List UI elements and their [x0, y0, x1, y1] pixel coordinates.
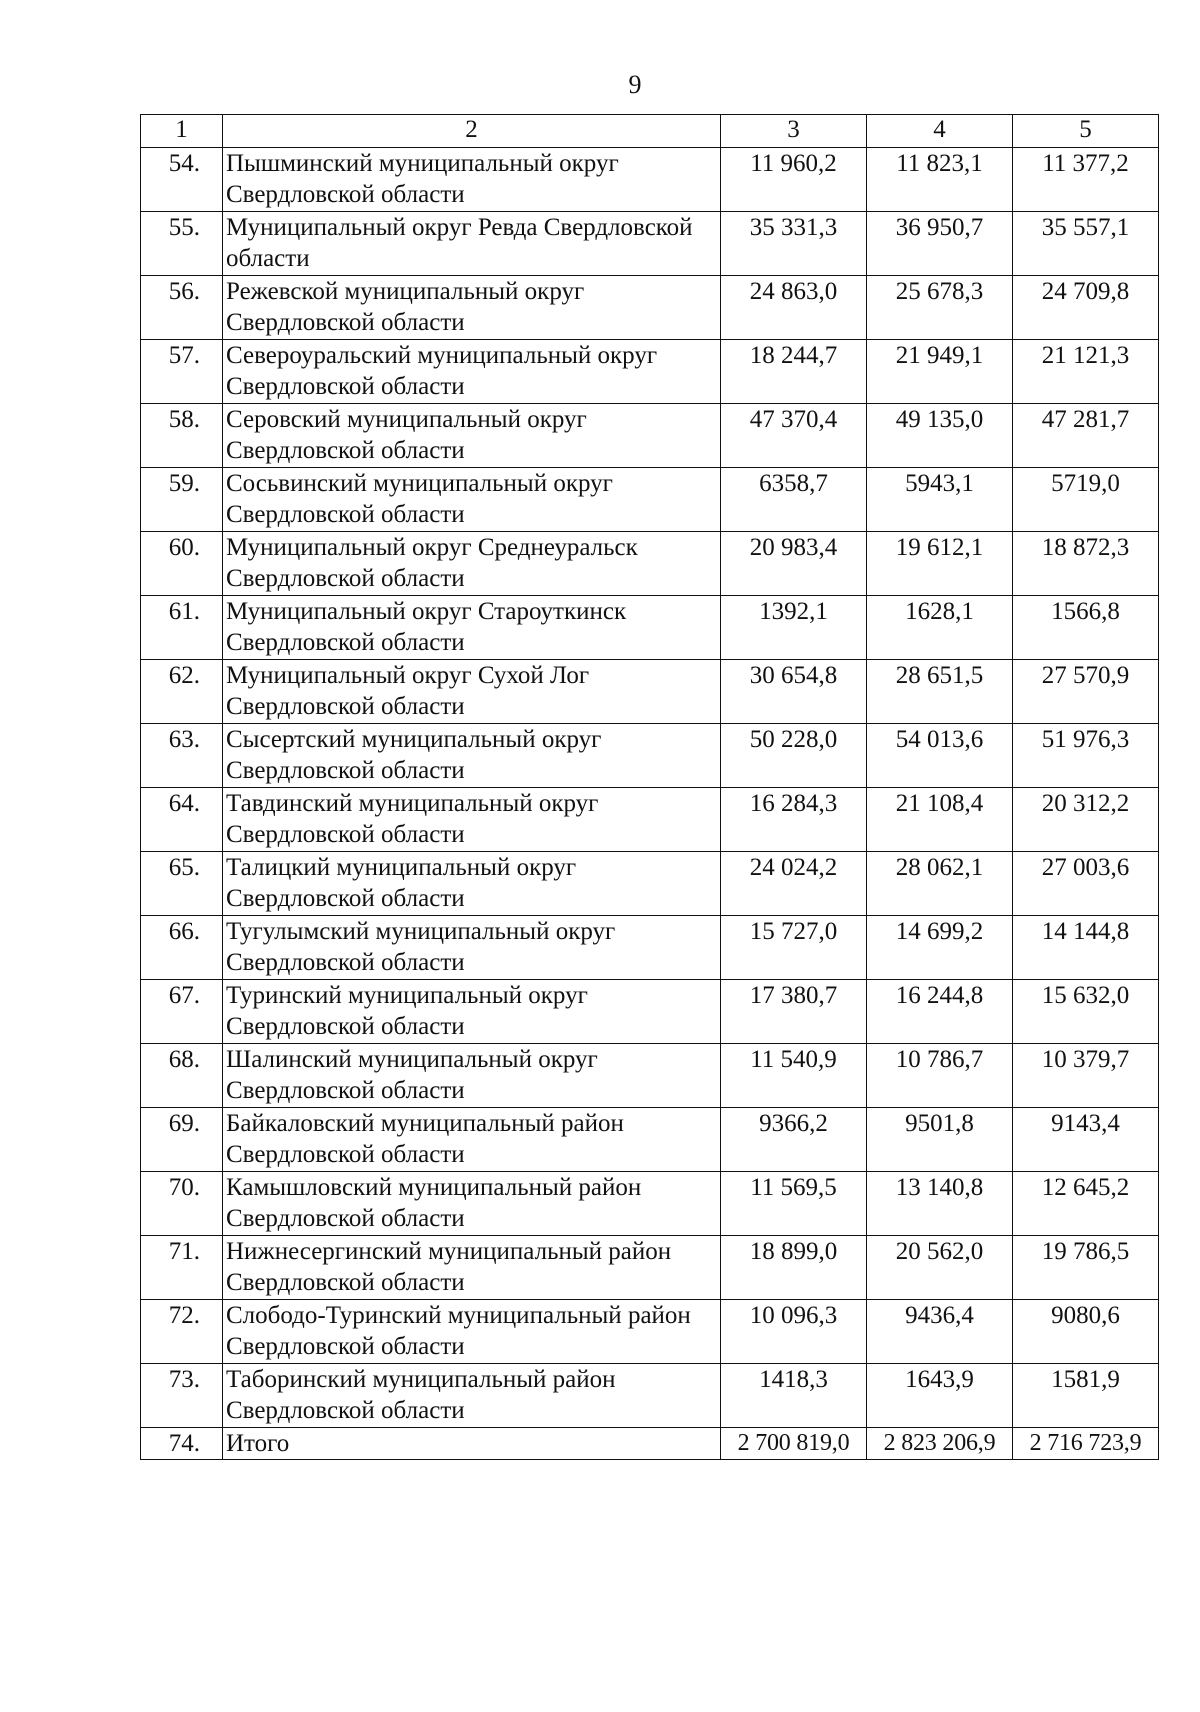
value-col-5: 10 379,7 — [1013, 1044, 1159, 1108]
total-label: Итого — [223, 1428, 721, 1460]
value-col-3: 24 863,0 — [721, 276, 867, 340]
table-row — [141, 596, 1159, 660]
value-col-3: 20 983,4 — [721, 532, 867, 596]
table-row — [141, 404, 1159, 468]
municipality-name: Тугулымский муниципальный округ Свердловской области — [223, 916, 721, 980]
table-row — [141, 660, 1159, 724]
table-row — [141, 340, 1159, 404]
table-row — [141, 1044, 1159, 1108]
value-col-3: 24 024,2 — [721, 852, 867, 916]
value-col-3: 30 654,8 — [721, 660, 867, 724]
value-col-5: 1581,9 — [1013, 1364, 1159, 1428]
value-col-4: 13 140,8 — [867, 1172, 1013, 1236]
table-row — [141, 916, 1159, 980]
table-row — [141, 532, 1159, 596]
municipality-name: Сысертский муниципальный округ Свердловской области — [223, 724, 721, 788]
total-col-4: 2 823 206,9 — [867, 1428, 1013, 1460]
municipality-name: Слободо-Туринский муниципальный район Свердловской области — [223, 1300, 721, 1364]
row-number: 63. — [141, 724, 223, 788]
header-row — [141, 115, 1159, 148]
row-number: 71. — [141, 1236, 223, 1300]
municipality-name: Муниципальный округ Ревда Свердловской области — [223, 212, 721, 276]
municipality-name: Североуральский муниципальный округ Свердловской области — [223, 340, 721, 404]
value-col-4: 1643,9 — [867, 1364, 1013, 1428]
table-row — [141, 1300, 1159, 1364]
row-number: 72. — [141, 1300, 223, 1364]
budget-table — [140, 114, 1159, 1460]
page-number: 9 — [628, 70, 642, 99]
value-col-5: 1566,8 — [1013, 596, 1159, 660]
municipality-name: Таборинский муниципальный район Свердловской области — [223, 1364, 721, 1428]
row-number: 59. — [141, 468, 223, 532]
table-row — [141, 1236, 1159, 1300]
row-number: 66. — [141, 916, 223, 980]
value-col-5: 15 632,0 — [1013, 980, 1159, 1044]
value-col-5: 11 377,2 — [1013, 148, 1159, 212]
value-col-5: 21 121,3 — [1013, 340, 1159, 404]
municipality-name: Талицкий муниципальный округ Свердловской области — [223, 852, 721, 916]
municipality-name: Байкаловский муниципальный район Свердловской области — [223, 1108, 721, 1172]
row-number: 55. — [141, 212, 223, 276]
value-col-4: 5943,1 — [867, 468, 1013, 532]
value-col-4: 9436,4 — [867, 1300, 1013, 1364]
table-row — [141, 980, 1159, 1044]
value-col-3: 16 284,3 — [721, 788, 867, 852]
municipality-name: Камышловский муниципальный район Свердловской области — [223, 1172, 721, 1236]
value-col-5: 47 281,7 — [1013, 404, 1159, 468]
municipality-name: Сосьвинский муниципальный округ Свердловской области — [223, 468, 721, 532]
municipality-name: Шалинский муниципальный округ Свердловской области — [223, 1044, 721, 1108]
municipality-name: Режевской муниципальный округ Свердловской области — [223, 276, 721, 340]
municipality-name: Муниципальный округ Среднеуральск Свердловской области — [223, 532, 721, 596]
value-col-5: 20 312,2 — [1013, 788, 1159, 852]
table-row — [141, 1364, 1159, 1428]
value-col-4: 11 823,1 — [867, 148, 1013, 212]
value-col-3: 17 380,7 — [721, 980, 867, 1044]
value-col-3: 11 540,9 — [721, 1044, 867, 1108]
value-col-5: 5719,0 — [1013, 468, 1159, 532]
row-number: 54. — [141, 148, 223, 212]
value-col-3: 6358,7 — [721, 468, 867, 532]
row-number: 56. — [141, 276, 223, 340]
header-col-2: 2 — [223, 115, 721, 148]
value-col-4: 28 651,5 — [867, 660, 1013, 724]
table-row — [141, 788, 1159, 852]
value-col-4: 36 950,7 — [867, 212, 1013, 276]
value-col-5: 9080,6 — [1013, 1300, 1159, 1364]
row-number: 65. — [141, 852, 223, 916]
value-col-3: 18 244,7 — [721, 340, 867, 404]
value-col-4: 21 108,4 — [867, 788, 1013, 852]
row-number: 60. — [141, 532, 223, 596]
value-col-4: 16 244,8 — [867, 980, 1013, 1044]
table-row — [141, 724, 1159, 788]
header-col-1: 1 — [141, 115, 223, 148]
municipality-name: Муниципальный округ Староуткинск Свердловской области — [223, 596, 721, 660]
row-number: 69. — [141, 1108, 223, 1172]
row-number: 74. — [141, 1428, 223, 1460]
value-col-3: 18 899,0 — [721, 1236, 867, 1300]
value-col-3: 9366,2 — [721, 1108, 867, 1172]
value-col-5: 51 976,3 — [1013, 724, 1159, 788]
value-col-5: 27 570,9 — [1013, 660, 1159, 724]
value-col-4: 21 949,1 — [867, 340, 1013, 404]
table-row — [141, 1172, 1159, 1236]
value-col-5: 18 872,3 — [1013, 532, 1159, 596]
row-number: 73. — [141, 1364, 223, 1428]
row-number: 57. — [141, 340, 223, 404]
row-number: 58. — [141, 404, 223, 468]
value-col-3: 50 228,0 — [721, 724, 867, 788]
value-col-3: 11 569,5 — [721, 1172, 867, 1236]
value-col-4: 9501,8 — [867, 1108, 1013, 1172]
total-col-3: 2 700 819,0 — [721, 1428, 867, 1460]
value-col-4: 10 786,7 — [867, 1044, 1013, 1108]
value-col-5: 19 786,5 — [1013, 1236, 1159, 1300]
value-col-4: 28 062,1 — [867, 852, 1013, 916]
value-col-4: 49 135,0 — [867, 404, 1013, 468]
row-number: 67. — [141, 980, 223, 1044]
value-col-3: 11 960,2 — [721, 148, 867, 212]
municipality-name: Нижнесергинский муниципальный район Свердловской области — [223, 1236, 721, 1300]
total-col-5: 2 716 723,9 — [1013, 1428, 1159, 1460]
value-col-3: 15 727,0 — [721, 916, 867, 980]
municipality-name: Тавдинский муниципальный округ Свердловской области — [223, 788, 721, 852]
municipality-name: Туринский муниципальный округ Свердловской области — [223, 980, 721, 1044]
row-number: 61. — [141, 596, 223, 660]
table-row — [141, 852, 1159, 916]
row-number: 64. — [141, 788, 223, 852]
value-col-5: 12 645,2 — [1013, 1172, 1159, 1236]
value-col-4: 19 612,1 — [867, 532, 1013, 596]
value-col-3: 10 096,3 — [721, 1300, 867, 1364]
value-col-4: 1628,1 — [867, 596, 1013, 660]
table-row — [141, 148, 1159, 212]
value-col-3: 47 370,4 — [721, 404, 867, 468]
value-col-3: 35 331,3 — [721, 212, 867, 276]
row-number: 68. — [141, 1044, 223, 1108]
municipality-name: Пышминский муниципальный округ Свердловской области — [223, 148, 721, 212]
row-number: 70. — [141, 1172, 223, 1236]
municipality-name: Муниципальный округ Сухой Лог Свердловской области — [223, 660, 721, 724]
table-row — [141, 212, 1159, 276]
value-col-4: 14 699,2 — [867, 916, 1013, 980]
value-col-3: 1418,3 — [721, 1364, 867, 1428]
row-number: 62. — [141, 660, 223, 724]
header-col-3: 3 — [721, 115, 867, 148]
header-col-4: 4 — [867, 115, 1013, 148]
table-row — [141, 468, 1159, 532]
value-col-5: 27 003,6 — [1013, 852, 1159, 916]
value-col-5: 24 709,8 — [1013, 276, 1159, 340]
municipality-name: Серовский муниципальный округ Свердловской области — [223, 404, 721, 468]
value-col-4: 54 013,6 — [867, 724, 1013, 788]
value-col-5: 35 557,1 — [1013, 212, 1159, 276]
header-col-5: 5 — [1013, 115, 1159, 148]
table-row — [141, 276, 1159, 340]
value-col-5: 9143,4 — [1013, 1108, 1159, 1172]
value-col-4: 25 678,3 — [867, 276, 1013, 340]
total-row — [141, 1428, 1159, 1460]
table-row — [141, 1108, 1159, 1172]
value-col-3: 1392,1 — [721, 596, 867, 660]
value-col-5: 14 144,8 — [1013, 916, 1159, 980]
value-col-4: 20 562,0 — [867, 1236, 1013, 1300]
